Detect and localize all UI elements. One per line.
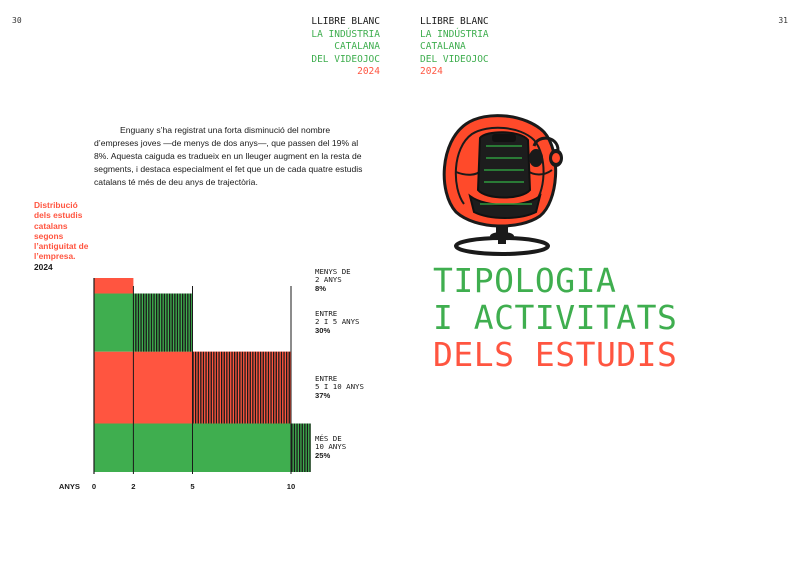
chart-data-label: 30%: [315, 325, 331, 335]
chart-data-label: 37%: [315, 390, 331, 400]
chart-title-text: Distribució dels estudis catalans segons l’antiguitat de l’empresa.: [34, 200, 89, 262]
chart-bar: [94, 278, 133, 294]
section-title-line: I ACTIVITATS: [433, 298, 678, 337]
chart-category-label: [315, 268, 351, 294]
chart-tick-label: 10: [286, 482, 296, 491]
header-line: LA INDÚSTRIA: [311, 28, 380, 40]
chart-bar-segment-hatch: [291, 424, 311, 473]
header-line: CATALANA: [334, 41, 380, 52]
chart-data-label: 8%: [315, 283, 326, 293]
header-line: LLIBRE BLANC: [311, 16, 380, 27]
header-line: CATALANA: [420, 41, 466, 52]
page-number-right: 31: [778, 16, 788, 25]
chart-tick-label: 2: [131, 482, 136, 491]
chart-tick-label: 5: [190, 482, 195, 491]
chart-tick-label: 0: [91, 482, 97, 491]
chart-axis-label: ANYS: [58, 482, 80, 491]
chart-title-year: 2024: [34, 261, 53, 272]
chart-bar-segment-hatch: [133, 294, 192, 352]
gaming-chair-icon: [436, 112, 566, 260]
page-number-left: 30: [12, 16, 22, 25]
header-year: 2024: [420, 66, 443, 77]
chart-category-name: MÉS DE 10 ANYS: [315, 433, 347, 452]
chart-category-name: ENTRE 2 I 5 ANYS: [315, 308, 360, 327]
chart-category-label: [315, 375, 364, 401]
chart-category-name: MENYS DE 2 ANYS: [315, 266, 351, 285]
header-line: LA INDÚSTRIA: [420, 28, 489, 40]
section-title: [433, 262, 677, 373]
header-year: 2024: [357, 66, 380, 77]
chart-data-label: 25%: [315, 450, 331, 460]
chart-bars: [94, 278, 311, 472]
chart-category-label: [315, 310, 360, 336]
header-line: DEL VIDEOJOC: [311, 53, 380, 65]
section-title-line: TIPOLOGIA: [433, 261, 617, 300]
chart-category-name: ENTRE 5 I 10 ANYS: [315, 373, 364, 392]
running-header-right: [420, 16, 489, 79]
chart-bar-segment-hatch: [193, 352, 292, 424]
section-title-line: DELS ESTUDIS: [433, 335, 678, 374]
chart-category-label: [315, 435, 346, 461]
chart-bar: [94, 424, 311, 473]
intro-text: Enguany s’ha registrat una forta disminució del nombre d’empreses joves —de menys de dos anys—, que passen del 19% al 8%. Aquesta caiguda es tradueix en un lleuger augment en la resta de segments, i destaca especialment el fet que un de cada quatre estudis catalans té més de deu anys de trajectòria.: [94, 125, 363, 187]
header-line: DEL VIDEOJOC: [420, 53, 489, 65]
header-line: LLIBRE BLANC: [420, 16, 489, 27]
